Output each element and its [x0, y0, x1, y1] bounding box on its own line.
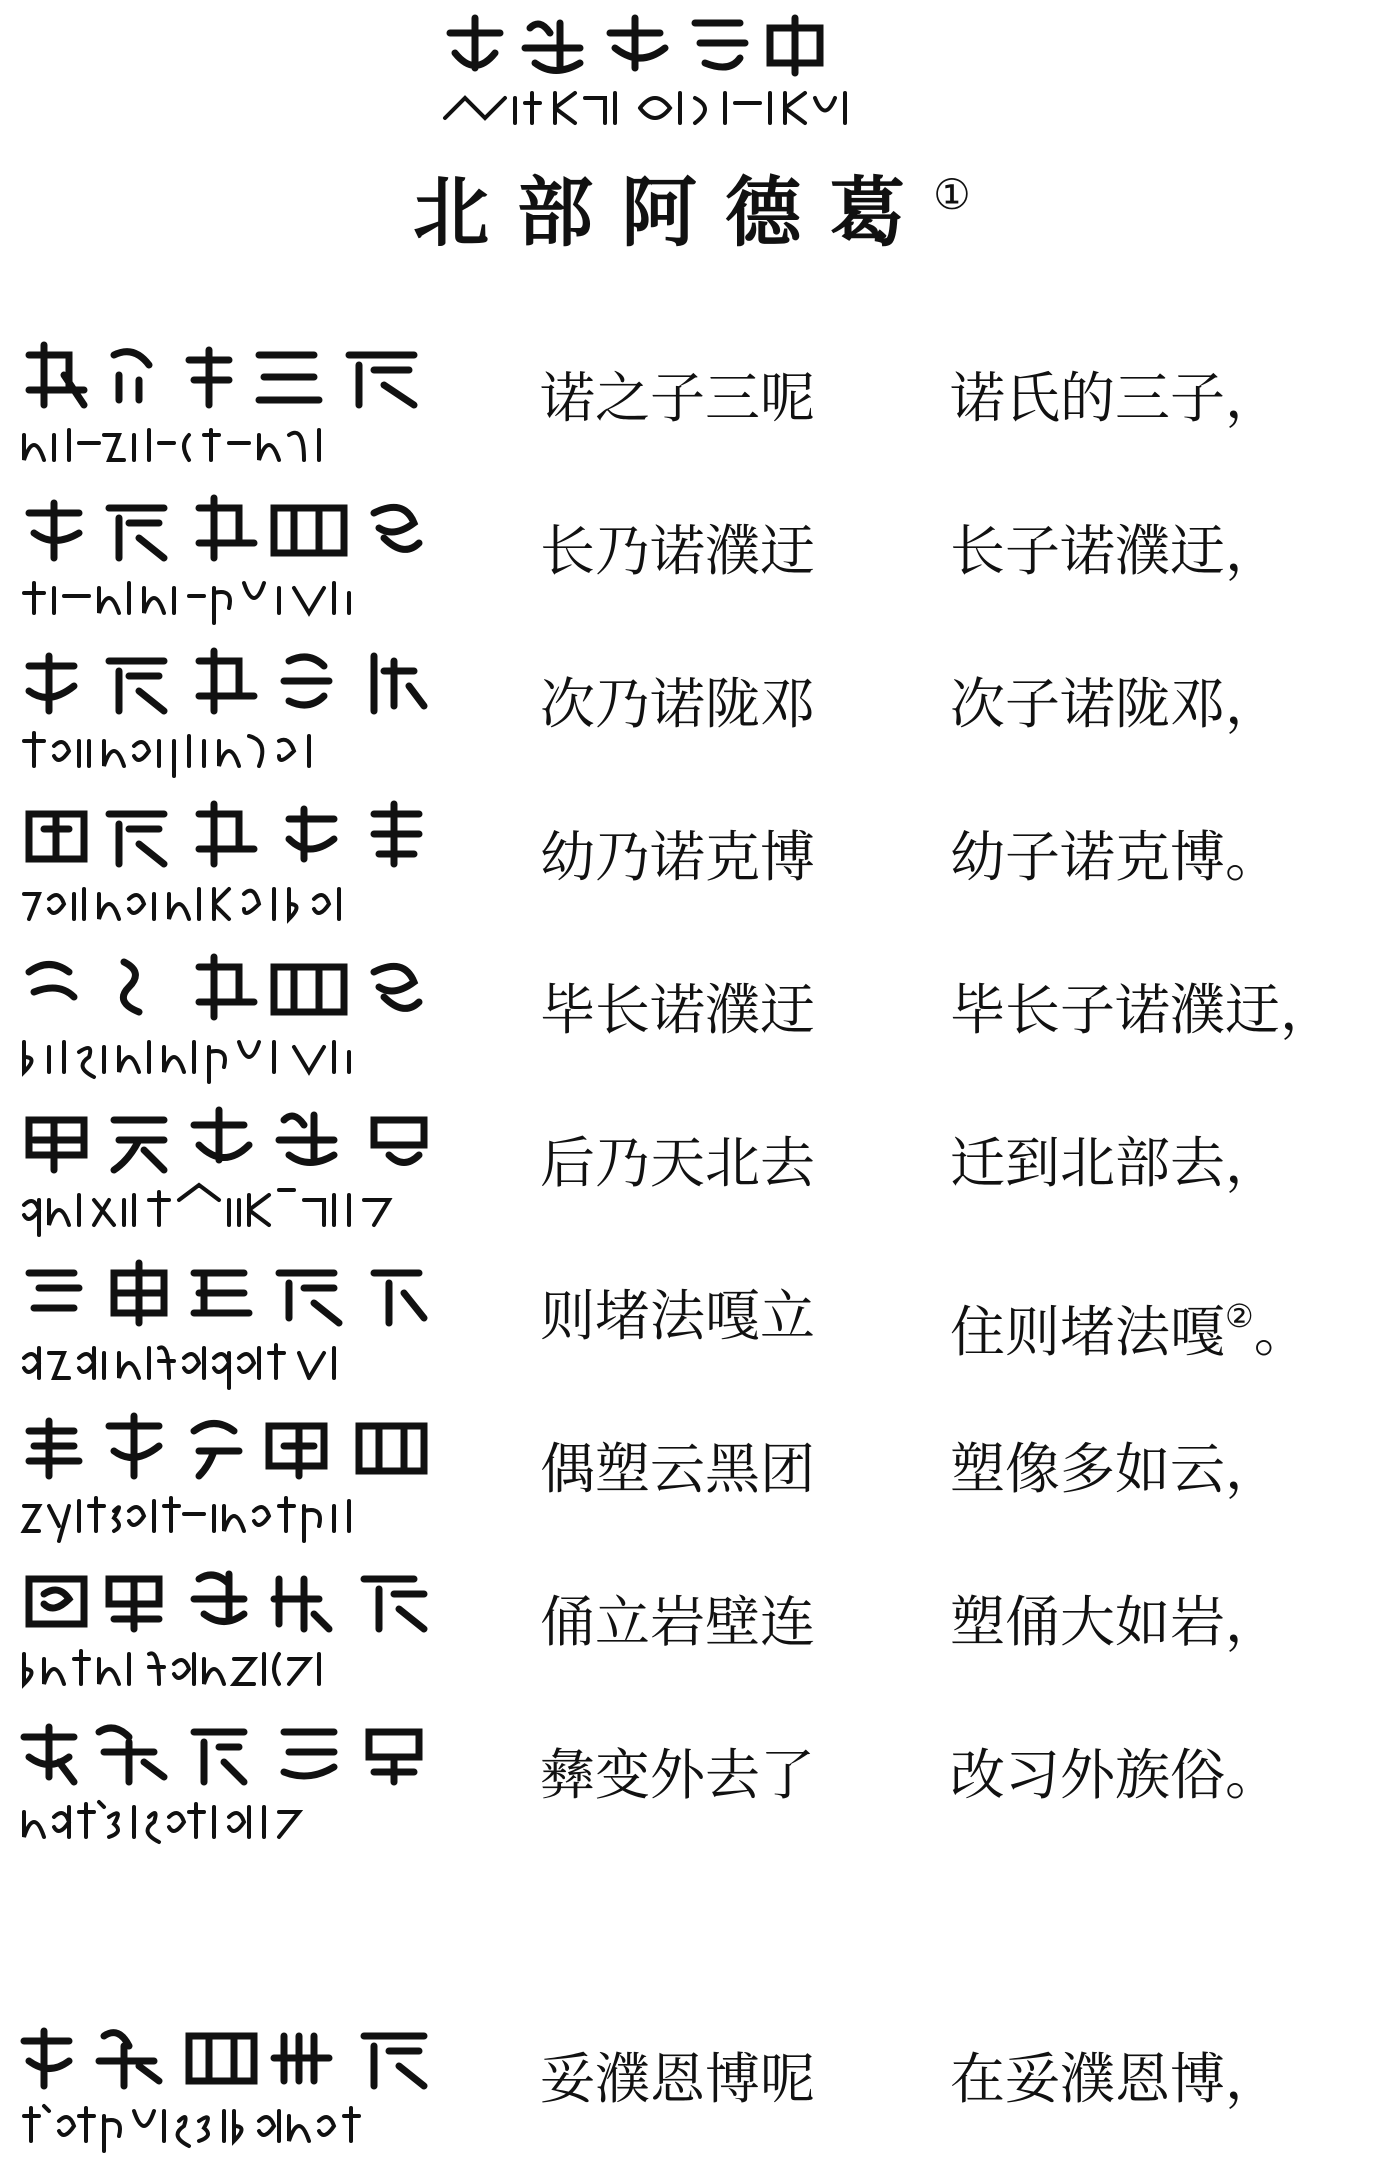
free-translation-text: 诺氏的三子， [950, 366, 1281, 430]
verse-row [0, 641, 1384, 791]
page-title [0, 150, 1384, 258]
free-translation [950, 822, 1280, 892]
free-translation-text: 毕长子诺濮迂， [950, 978, 1336, 1042]
yi-script-line-image [14, 1712, 444, 1862]
free-translation [950, 975, 1335, 1045]
verse-row [0, 335, 1384, 485]
verse-row [0, 2016, 1384, 2166]
literal-translation: 毕长诺濮迂 [540, 978, 816, 1042]
literal-translation: 则堵法嘎立 [540, 1284, 816, 1348]
yi-script-line-image [14, 488, 444, 638]
footnote-marker: ② [1225, 1297, 1254, 1335]
yi-script-line-image [14, 794, 444, 944]
literal-translation: 偶塑云黑团 [540, 1437, 816, 1501]
literal-translation: 长乃诺濮迂 [540, 519, 816, 583]
verse-row [0, 1559, 1384, 1709]
title-text: 北部阿德葛 [413, 168, 934, 257]
free-translation-text: 次子诺陇邓， [950, 672, 1281, 736]
free-translation-text: 幼子诺克博。 [950, 825, 1281, 889]
verse-row [0, 947, 1384, 1097]
verse-row [0, 1406, 1384, 1556]
yi-script-line-image [14, 335, 444, 485]
title-footnote-marker: ① [933, 170, 971, 219]
yi-script-line-image [14, 947, 444, 1097]
free-translation [950, 1740, 1280, 1810]
literal-translation: 彝变外去了 [540, 1743, 816, 1807]
free-translation-text: 迁到北部去， [950, 1131, 1281, 1195]
yi-script-line-image [14, 1253, 444, 1403]
literal-translation: 俑立岩壁连 [540, 1590, 816, 1654]
free-translation [950, 669, 1280, 739]
free-translation [950, 516, 1280, 586]
free-translation-text: 塑俑大如岩， [950, 1590, 1281, 1654]
yi-script-line-image [14, 2016, 444, 2166]
free-translation [950, 1587, 1280, 1657]
free-translation [950, 1281, 1309, 1367]
free-translation [950, 363, 1280, 433]
free-translation-end: 。 [1253, 1300, 1309, 1364]
literal-translation: 次乃诺陇邓 [540, 672, 816, 736]
verse-row [0, 794, 1384, 944]
yi-script-title-image [440, 8, 940, 148]
free-translation [950, 1434, 1280, 1504]
free-translation-text: 在妥濮恩博， [950, 2047, 1281, 2111]
literal-translation: 妥濮恩博呢 [540, 2047, 816, 2111]
verse-row [0, 1253, 1384, 1403]
literal-translation: 后乃天北去 [540, 1131, 816, 1195]
yi-script-line-image [14, 641, 444, 791]
free-translation-text: 长子诺濮迂， [950, 519, 1281, 583]
verse-row [0, 1712, 1384, 1862]
verse-row [0, 1100, 1384, 1250]
verse-row [0, 488, 1384, 638]
literal-translation: 诺之子三呢 [540, 366, 816, 430]
free-translation-text: 塑像多如云， [950, 1437, 1281, 1501]
yi-script-line-image [14, 1406, 444, 1556]
yi-script-line-image [14, 1100, 444, 1250]
free-translation-text: 住则堵法嘎 [950, 1300, 1226, 1364]
free-translation [950, 1128, 1280, 1198]
free-translation [950, 2044, 1280, 2114]
literal-translation: 幼乃诺克博 [540, 825, 816, 889]
page-header [0, 0, 1384, 260]
free-translation-text: 改习外族俗。 [950, 1743, 1281, 1807]
yi-script-line-image [14, 1559, 444, 1709]
